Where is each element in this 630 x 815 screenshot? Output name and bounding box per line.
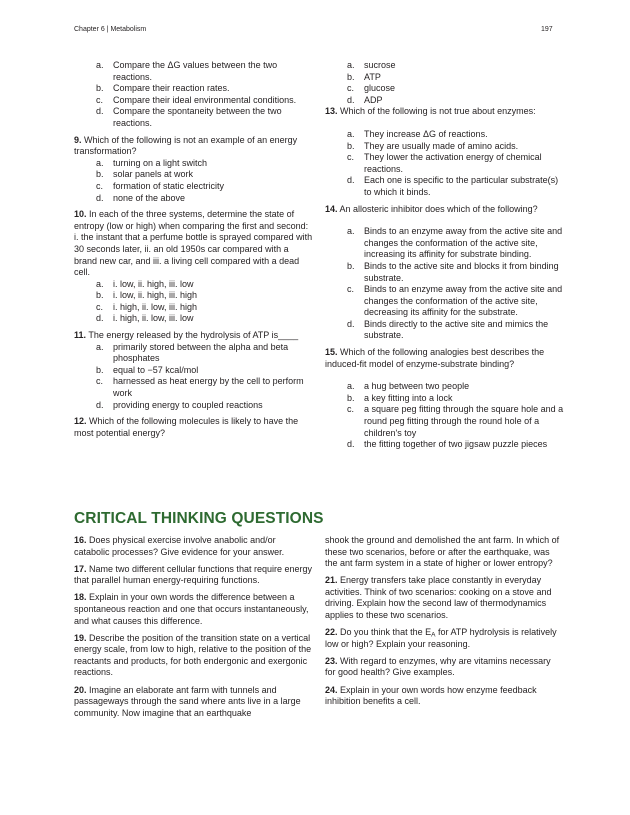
option: a. a hug between two people bbox=[347, 381, 470, 392]
option: a. primarily stored between the alpha and beta phosphates bbox=[96, 341, 289, 364]
q8-options bbox=[74, 60, 314, 130]
question-11: 11. The energy released by the hydrolysis of ATP is____ bbox=[74, 330, 299, 341]
option: a. i. low, ii. high, iii. low bbox=[96, 278, 194, 289]
option: d. Compare the spontaneity between the two reactions. bbox=[96, 106, 282, 128]
question-13: 13. Which of the following is not true about enzymes: bbox=[325, 106, 536, 117]
option: b. They are usually made of amino acids. bbox=[347, 140, 519, 151]
option: d. providing energy to coupled reactions bbox=[96, 399, 263, 410]
critical-right-column bbox=[325, 535, 563, 713]
question-12: 12. Which of the following molecules is likely to have the most potential energy? bbox=[74, 416, 299, 438]
option: c. Compare their ideal environmental conditions. bbox=[96, 94, 297, 105]
question-20: 20. Imagine an elaborate ant farm with tunnels and passageways through the sand where ants live in a large community. Now imagine that an earthquake bbox=[74, 684, 301, 718]
question-21: 21. Energy transfers take place constantly in everyday activities. Think of two scenarios: cooking on a stove and driving. Explain how the second law of thermodynamics applies to these two scenarios. bbox=[325, 575, 552, 621]
question-17: 17. Name two different cellular functions that require energy that parallel human energy-requiring functions. bbox=[74, 563, 312, 586]
question-15: 15. Which of the following analogies best describes the induced-fit model of enzyme-substrate binding? bbox=[325, 347, 545, 369]
option: d. Each one is specific to the particular substrate(s) to which it binds. bbox=[347, 175, 559, 197]
question-16: 16. Does physical exercise involve anabolic and/or catabolic processes? Give evidence for your answer. bbox=[74, 535, 285, 557]
option: d. i. high, ii. low, iii. low bbox=[96, 313, 194, 324]
section-title-critical-thinking: CRITICAL THINKING QUESTIONS bbox=[74, 510, 324, 527]
option: b. solar panels at work bbox=[96, 169, 194, 180]
option: c. They lower the activation energy of chemical reactions. bbox=[347, 152, 542, 174]
option: b. a key fitting into a lock bbox=[347, 392, 453, 403]
option: c. i. high, ii. low, iii. high bbox=[96, 301, 198, 312]
option: a. They increase ΔG of reactions. bbox=[347, 128, 488, 139]
option: b. i. low, ii. high, iii. high bbox=[96, 290, 198, 301]
q13-options bbox=[325, 129, 565, 199]
question-23: 23. With regard to enzymes, why are vitamins necessary for good health? Give examples. bbox=[325, 655, 551, 678]
option: c. glucose bbox=[347, 83, 396, 94]
option: a. turning on a light switch bbox=[96, 157, 208, 168]
option: c. formation of static electricity bbox=[96, 180, 225, 191]
option: a. Compare the ΔG values between the two reactions. bbox=[96, 60, 278, 82]
question-10: 10. In each of the three systems, determine the state of entropy (low or high) when comparing the first and second: i. the instant that a perfume bottle is sprayed compared with 30 seconds later, ii. an old 1950s car compared with a brand new car, and iii. a living cell compared with a dead cell. bbox=[74, 209, 313, 278]
q9-options bbox=[74, 158, 314, 204]
running-header-chapter: Chapter 6 | Metabolism bbox=[74, 26, 147, 33]
question-9: 9. Which of the following is not an example of an energy transformation? bbox=[74, 134, 298, 157]
option: b. equal to −57 kcal/mol bbox=[96, 364, 199, 375]
option: c. harnessed as heat energy by the cell to perform work bbox=[96, 376, 304, 399]
option: d. Binds directly to the active site and mimics the substrate. bbox=[347, 318, 549, 341]
right-column bbox=[325, 60, 565, 451]
page-number: 197 bbox=[541, 26, 553, 33]
question-20-continued: shook the ground and demolished the ant farm. In which of these two scenarios, before or after the earthquake, was the ant farm system in a state of higher or lower entropy? bbox=[325, 535, 560, 569]
option: d. the fitting together of two jigsaw puzzle pieces bbox=[347, 439, 548, 450]
option: d. none of the above bbox=[96, 192, 186, 203]
q12-options bbox=[325, 60, 565, 106]
option: a. Binds to an enzyme away from the active site and changes the conformation of the active site, increasing its affinity for substrate binding. bbox=[347, 226, 563, 260]
q10-options bbox=[74, 279, 314, 325]
question-14: 14. An allosteric inhibitor does which of the following? bbox=[325, 203, 538, 214]
left-column bbox=[74, 60, 314, 439]
q11-options bbox=[74, 342, 314, 412]
option: b. Compare their reaction rates. bbox=[96, 83, 230, 94]
q15-options bbox=[325, 381, 565, 451]
question-19: 19. Describe the position of the transition state on a vertical energy scale, from low to high, relative to the position of the reactants and products, for both endergonic and exergonic reactions. bbox=[74, 632, 312, 678]
option: c. Binds to an enzyme away from the active site and changes the conformation of the active site, decreasing its affinity for the substrate. bbox=[347, 284, 563, 318]
option: a. sucrose bbox=[347, 60, 396, 70]
option: d. ADP bbox=[347, 94, 383, 105]
question-18: 18. Explain in your own words the difference between a spontaneous reaction and one that occurs instantaneously, and what causes this difference. bbox=[74, 592, 309, 626]
option: c. a square peg fitting through the square hole and a round peg fitting through the round hole of a children's toy bbox=[347, 404, 564, 438]
option: b. Binds to the active site and blocks it from binding substrate. bbox=[347, 260, 559, 283]
critical-left-column bbox=[74, 535, 312, 725]
q14-options bbox=[325, 226, 565, 342]
question-24: 24. Explain in your own words how enzyme feedback inhibition benefits a cell. bbox=[325, 684, 537, 707]
option: b. ATP bbox=[347, 71, 381, 82]
question-22: 22. Do you think that the $E_A$ for ATP hydrolysis is relatively low or high? Explain your reasoning. bbox=[325, 627, 557, 649]
